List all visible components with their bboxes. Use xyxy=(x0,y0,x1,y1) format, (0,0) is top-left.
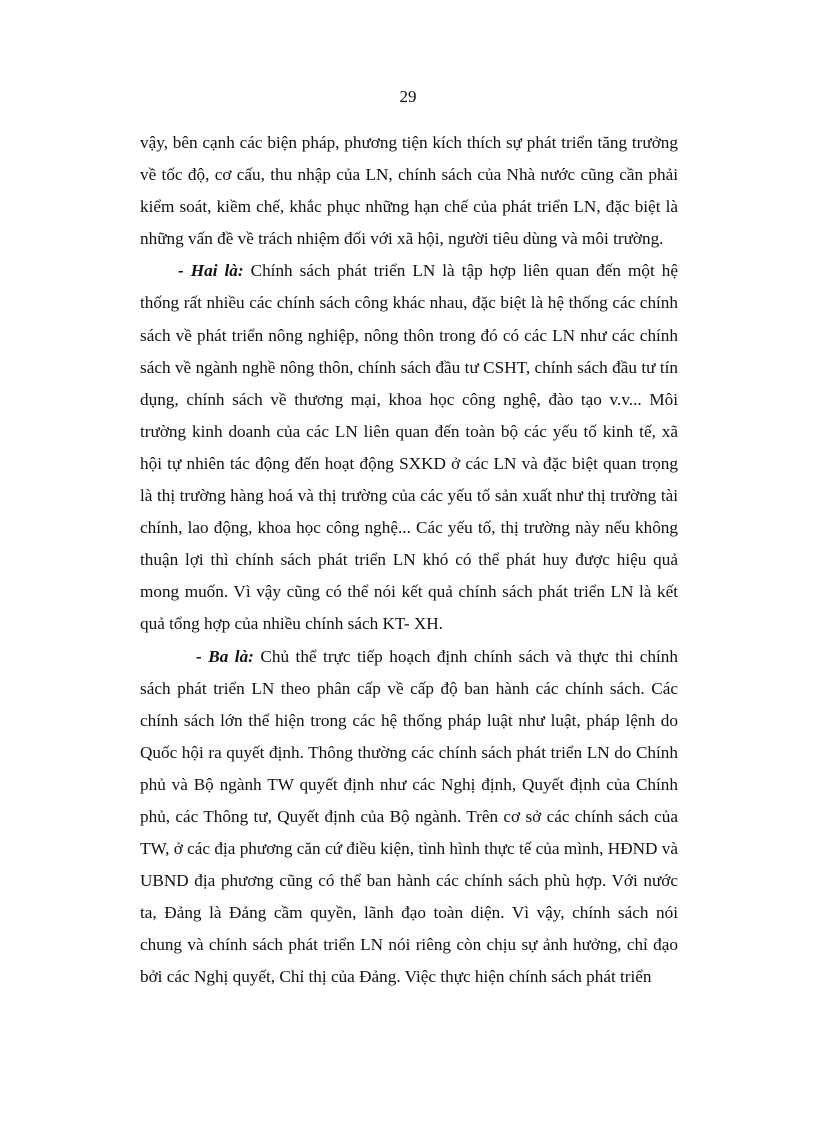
page-number: 29 xyxy=(399,87,417,106)
paragraph-lead: - Hai là: xyxy=(178,261,244,281)
paragraph-continuation xyxy=(140,127,678,255)
paragraph-ba-la xyxy=(140,641,678,994)
paragraph-lead: - Ba là: xyxy=(196,646,254,666)
paragraph-text: Chủ thể trực tiếp hoạch định chính sách và thực thi chính sách phát triển LN theo phân cấp về cấp độ ban hành các chính sách. Các chính sách lớn thể hiện trong các hệ thống pháp luật như luật, pháp lệnh do Quốc hội ra quyết định. Thông thường các chính sách phát triển LN do Chính phủ và Bộ ngành TW quyết định như các Nghị định, Quyết định của Chính phủ, các Thông tư, Quyết định của Bộ ngành. Trên cơ sở các chính sách của TW, ở các địa phương căn cứ điều kiện, tình hình thực tế của mình, HĐND và UBND địa phương cũng có thể ban hành các chính sách phù hợp. Với nước ta, Đảng là Đảng cầm quyền, lãnh đạo toàn diện. Vì vậy, chính sách nói chung và chính sách phát triển LN nói riêng còn chịu sự ảnh hưởng, chỉ đạo bởi các Nghị quyết, Chỉ thị của Đảng. Việc thực hiện chính sách phát triển xyxy=(140,646,678,987)
paragraph-text: vậy, bên cạnh các biện pháp, phương tiện kích thích sự phát triển tăng trưởng về tốc độ, cơ cấu, thu nhập của LN, chính sách của Nhà nước cũng cần phải kiểm soát, kiềm chế, khắc phục những hạn chế của phát triển LN, đặc biệt là những vấn đề về trách nhiệm đối với xã hội, người tiêu dùng và môi trường. xyxy=(140,133,678,249)
paragraph-hai-la xyxy=(140,255,678,640)
document-body xyxy=(140,127,678,994)
paragraph-text: Chính sách phát triển LN là tập hợp liên quan đến một hệ thống rất nhiều các chính sách công khác nhau, đặc biệt là hệ thống các chính sách về phát triển nông nghiệp, nông thôn trong đó có các LN như các chính sách về ngành nghề nông thôn, chính sách đầu tư CSHT, chính sách đầu tư tín dụng, chính sách về thương mại, khoa học công nghệ, đào tạo v.v... Môi trường kinh doanh của các LN liên quan đến toàn bộ các yếu tố kinh tế, xã hội tự nhiên tác động đến hoạt động SXKD ở các LN và đặc biệt quan trọng là thị trường hàng hoá và thị trường của các yếu tố sản xuất như thị trường tài chính, lao động, khoa học công nghệ... Các yếu tố, thị trường này nếu không thuận lợi thì chính sách phát triển LN khó có thể phát huy được hiệu quả mong muốn. Vì vậy cũng có thể nói kết quả chính sách phát triển LN là kết quả tổng hợp của nhiều chính sách KT- XH. xyxy=(140,261,678,634)
